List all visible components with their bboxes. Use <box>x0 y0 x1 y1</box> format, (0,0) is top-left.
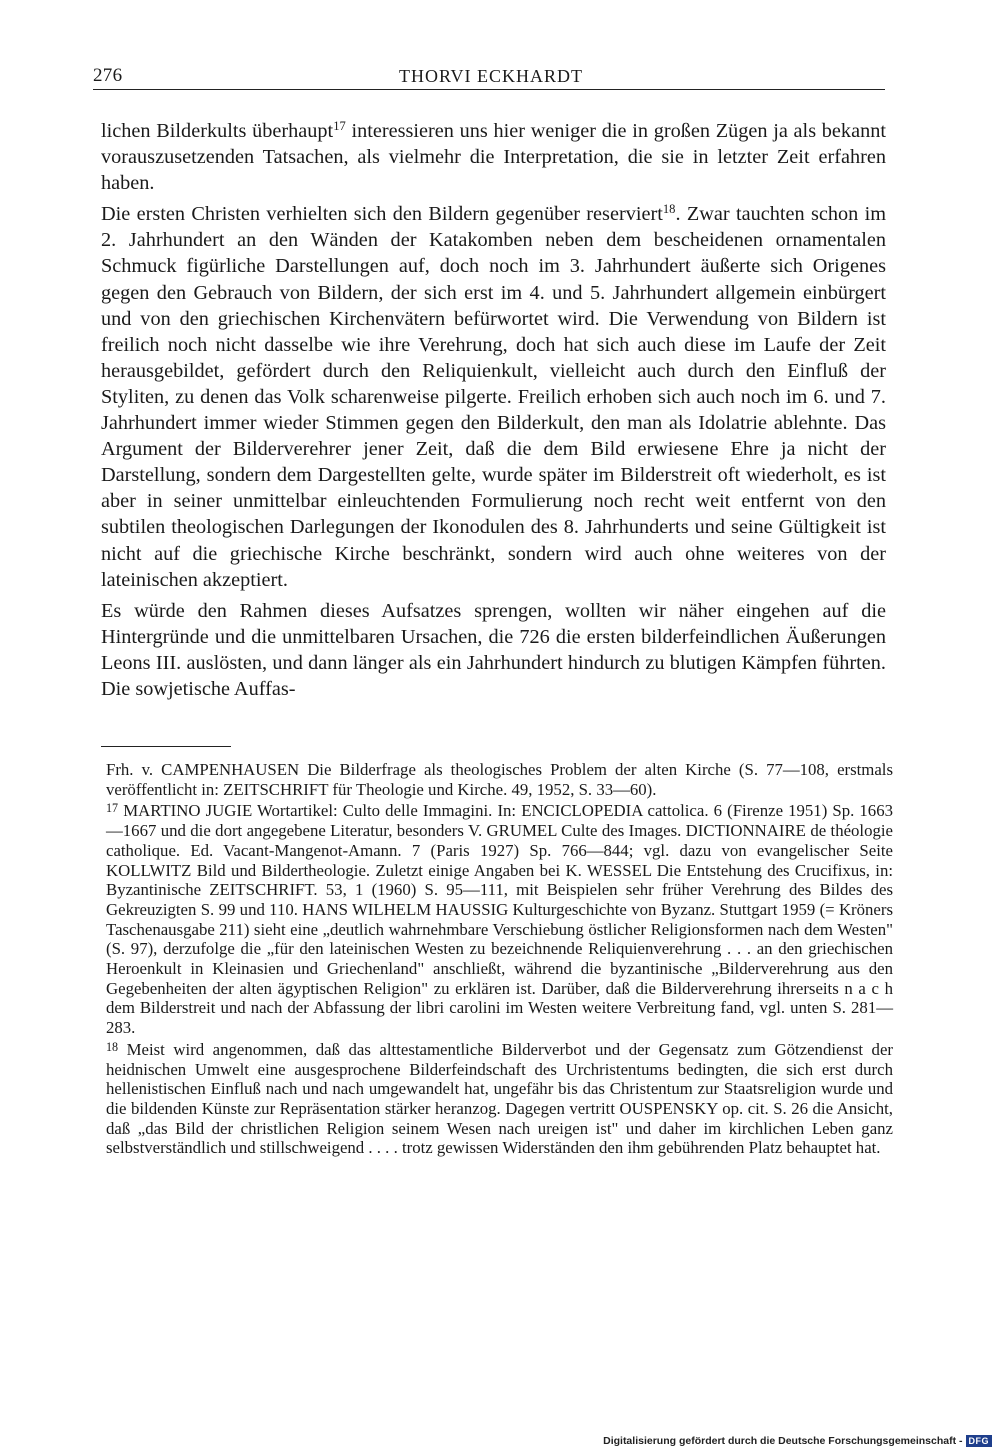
footnote-18-text: Meist wird angenommen, daß das alttestamentliche Bilderverbot und der Gegensatz zum Götzendienst der heidnischen Umwelt eine ausgesprochene Bilderfeindschaft des Urchristentums bedingten, die sich erst durch hellenistischen Einfluß nach und nach umgewandelt hat, ungefähr bis das Christentum zur Staatsreligion wurde und die bildenden Künste zur Repräsentation stärker heranzog. Dagegen vertritt OUSPENSKY op. cit. S. 26 die Ansicht, daß „das Bild der christlichen Religion seinem Wesen nach ureigen ist" und daher im kirchlichen Leben ganz selbstverständlich und stillschweigend . . . . trotz gewissen Widerständen den ihm gebührenden Platz behauptet hat. <box>106 1039 893 1158</box>
main-text <box>101 118 886 707</box>
paragraph-1-start: lichen Bilderkults überhaupt <box>101 120 334 142</box>
paragraph-3: Es würde den Rahmen dieses Aufsatzes sprengen, wollten wir näher eingehen auf die Hintergründe und die unmittelbaren Ursachen, die 726 die ersten bilderfeindlichen Äußerungen Leons III. auslösten, und dann länger als ein Jahrhundert hindurch zu blutigen Kämpfen führten. Die sowjetische Auffas- <box>101 599 886 700</box>
footnotes <box>106 760 893 1160</box>
footnote-separator <box>101 746 231 747</box>
footnote-continuation: Frh. v. CAMPENHAUSEN Die Bilderfrage als theologisches Problem der alten Kirche (S. 77—108, erstmals veröffentlicht in: ZEITSCHRIFT für Theologie und Kirche. 49, 1952, S. 33—60). <box>106 760 893 799</box>
digitization-credit <box>603 1435 992 1447</box>
paragraph-1-end: interessieren uns hier weniger die in großen Zügen ja als bekannt vorauszusetzenden Tatsachen, als vielmehr die Interpretation, die sie in letzter Zeit erfahren haben. <box>101 120 886 195</box>
footnote-17-marker: 17 <box>106 801 119 816</box>
running-header <box>93 63 885 90</box>
paragraph-2-end: . Zwar tauchten schon im 2. Jahrhundert an den Wänden der Katakomben neben dem bescheidenen ornamentalen Schmuck figürliche Darstellungen auf, doch noch im 3. Jahrhundert äußerte sich Origenes gegen den Gebrauch von Bildern, der sich erst im 4. und 5. Jahrhundert allgemein einbürgert und von den griechischen Kirchenvätern befürwortet wird. Die Verwendung von Bildern ist freilich noch nicht dasselbe wie ihre Verehrung, doch hat sich auch diese im Laufe der Zeit herausgebildet, gefördert durch den Reliquienkult, vielleicht auch durch den Einfluß der Styliten, zu denen das Volk scharenweise pilgerte. Freilich erhoben sich auch noch im 6. und 7. Jahrhundert immer wieder Stimmen gegen den Bilderkult, den man als Idolatrie ablehnte. Das Argument der Bilderverehrer jener Zeit, daß die dem Bild erwiesene Ehre ja nicht der Darstellung, sondern dem Dargestellten gelte, wurde später im Bilderstreit oft wiederholt, es ist aber in seiner unmittelbar einleuchtenden Formulierung noch recht weit entfernt von den subtilen theologischen Darlegungen der Ikonodulen des 8. Jahrhunderts und seine Gültigkeit ist nicht auf die griechische Kirche beschränkt, sondern wird auch ohne weiteres von der lateinischen akzeptiert. <box>101 203 886 591</box>
paragraph-2 <box>101 201 886 592</box>
footnote-17-text: MARTINO JUGIE Wortartikel: Culto delle Immagini. In: ENCICLOPEDIA cattolica. 6 (Firenze 1951) Sp. 1663—1667 und die dort angegebene Literatur, besonders V. GRUMEL Culte des Images. DICTIONNAIRE de théologie catholique. Ed. Vacant-Mangenot-Amann. 7 (Paris 1927) Sp. 766—844; vgl. dazu von evangelischer Seite KOLLWITZ Bild und Bildertheologie. Zuletzt einige Angaben bei K. WESSEL Die Entstehung des Crucifixus, in: Byzantinische ZEITSCHRIFT. 53, 1 (1960) S. 95—111, mit Beispielen sehr früher Verehrung des Bildes des Gekreuzigten S. 99 und 110. HANS WILHELM HAUSSIG Kulturgeschichte von Byzanz. Stuttgart 1959 (= Kröners Taschenausgabe 211) sieht eine „deutlich wahrnehmbare Verschiebung östlicher Religionsformen nach dem Westen" (S. 97), derzufolge die „für den lateinischen Westen zu bezeichnende Reliquienverehrung . . . an den griechischen Heroenkult in Kleinasien und Griechenland" anschließt, während die byzantinische „Bilderverehrung aus den Gegebenheiten der alten ägyptischen Religion" zu erklären ist. Darüber, daß die Bilderverehrung ihrerseits n a c h dem Bilderstreit und nach der Abfassung der libri carolini im Westen weitere Verbreitung fand, vgl. unten S. 281—283. <box>106 801 893 1038</box>
paragraph-1 <box>101 118 886 196</box>
footnote-18 <box>106 1040 893 1158</box>
running-head-author: THORVI ECKHARDT <box>399 66 584 86</box>
page-number: 276 <box>93 65 123 86</box>
dfg-logo: DFG <box>966 1435 993 1447</box>
paragraph-2-start: Die ersten Christen verhielten sich den Bildern gegenüber reserviert <box>101 203 663 226</box>
footnote-18-marker: 18 <box>106 1039 119 1054</box>
footnote-ref-18: 18 <box>662 202 676 217</box>
footnote-ref-17: 17 <box>333 119 346 134</box>
footnote-17 <box>106 801 893 1037</box>
credit-text: Digitalisierung gefördert durch die Deutsche Forschungsgemeinschaft - <box>603 1435 963 1447</box>
